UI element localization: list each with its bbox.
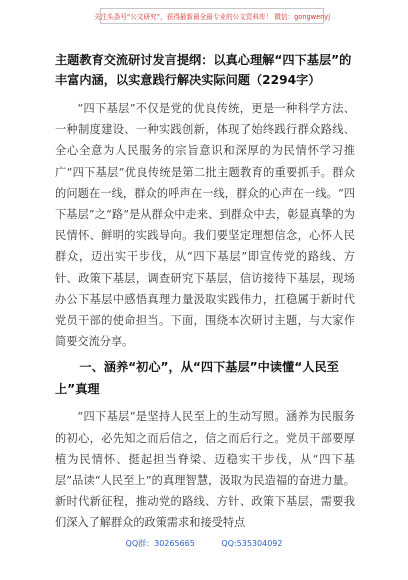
document-title: 主题教育交流研讨发言提纲：以真心理解“四下基层”的丰富内涵，以实意践行解决实际问题（2294字）: [55, 53, 352, 87]
section-heading: 一、涵养“初心”，从“四下基层”中读懂“人民至上”真理: [55, 360, 339, 397]
qq-number-text: QQ:535304092: [221, 539, 283, 548]
paragraph: “四下基层”是坚持人民至上的生动写照。涵养为民服务的初心，必先知之而后信之，信之而后行之。党员干部要厚植为民情怀、挺起担当脊梁、迈稳实干步伐，从“四下基层”品读“人民至上”的真理智慧，汲取为民造福的奋进力量。新时代新征程，推动党的路线、方针、政策下基层，需要我们深入了解群众的政策需求和接受特点: [55, 410, 355, 530]
document-body: [55, 50, 355, 534]
footer-contact: [0, 538, 408, 549]
paragraph: “四下基层”不仅是党的优良传统，更是一种科学方法、一种制度建设、一种实践创新，体现了始终践行群众路线、全心全意为人民服务的宗旨意识和深厚的为民情怀学习推广“四下基层”优良传统是第二批主题教育的重要抓手。群众的问题在一线，群众的呼声在一线，群众的心声在一线。“四下基层”之“路”是从群众中走来、到群众中去，彰显真挚的为民情怀、鲜明的实践导向。我们要坚定理想信念，心怀人民群众，迈出实干步伐，从“四下基层”即宣传党的路线、方针、政策下基层，调查研究下基层，信访接待下基层，现场办公下基层中感悟真理力量汲取实践伟力，扛稳属于新时代党员干部的使命担当。下面，围绕本次研讨主题，与大家作简要交流分享。: [55, 102, 355, 349]
qq-group-text: QQ群：30265665: [125, 539, 195, 548]
header-banner: 关注头条号“公文研究”，获得最新最全最专业的公文资料库！ 微信：gongwenyj: [100, 8, 324, 24]
